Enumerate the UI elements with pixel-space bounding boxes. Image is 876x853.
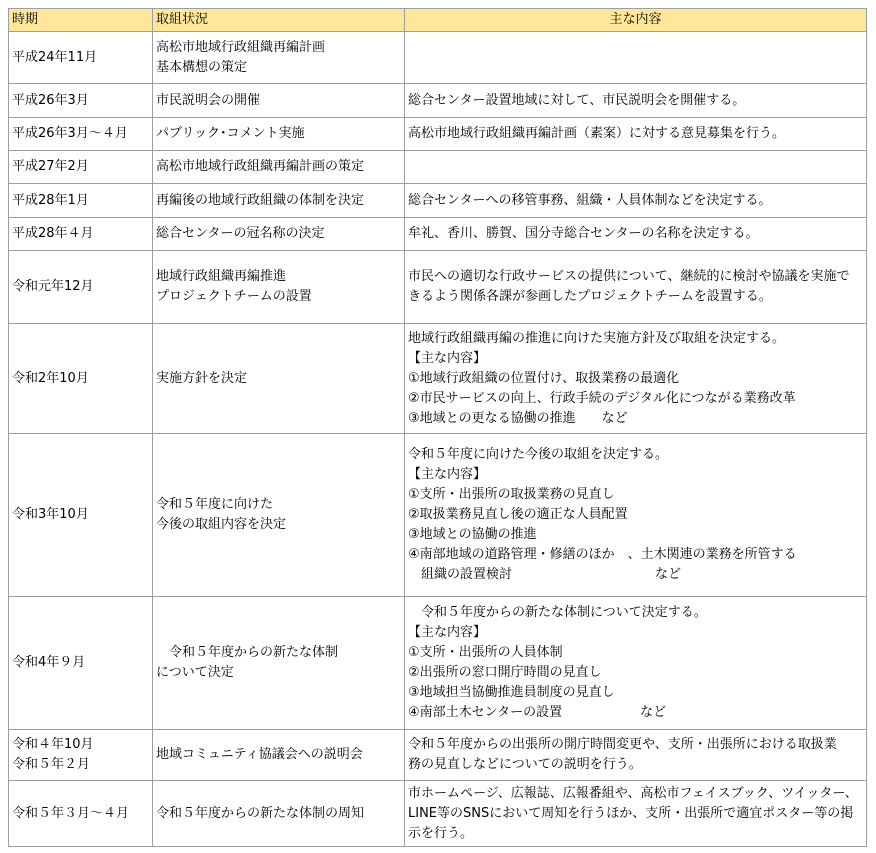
status-line: 令和５年度に向けた — [156, 497, 274, 512]
table-row — [9, 597, 867, 730]
content-line: ①支所・出張所の人員体制 — [408, 645, 563, 660]
status-cell — [153, 218, 405, 251]
table-row — [9, 251, 867, 324]
period-cell — [9, 118, 153, 151]
content-line: LINE等のSNSにおいて周知を行うほか、支所・出張所で適宜ポスター等の掲 — [408, 805, 854, 821]
period-line: 令和2年10月 — [12, 370, 89, 386]
content-cell — [405, 324, 867, 434]
content-line: ②出張所の窓口開庁時間の見直し — [408, 665, 602, 680]
content-line: 総合センター設置地域に対して、市民説明会を開催する。 — [408, 92, 746, 108]
status-line: パブリック･コメント実施 — [156, 126, 305, 141]
status-line: について決定 — [156, 665, 234, 680]
content-cell — [405, 32, 867, 84]
schedule-table — [8, 8, 867, 847]
status-line: プロジェクトチームの設置 — [156, 289, 312, 304]
content-line: ④南部地域の道路管理・修繕のほか 、土木関連の業務を所管する — [408, 547, 797, 562]
period-cell — [9, 84, 153, 118]
table-row — [9, 434, 867, 597]
period-cell — [9, 151, 153, 184]
period-line: 平成26年3月 — [12, 92, 89, 108]
period-cell — [9, 251, 153, 324]
period-cell — [9, 324, 153, 434]
status-cell — [153, 32, 405, 84]
content-line: ②市民サービスの向上、行政手続のデジタル化につながる業務改革 — [408, 390, 796, 406]
content-line: 組織の設置検討 など — [408, 567, 682, 582]
content-cell — [405, 218, 867, 251]
status-line: 総合センターの冠名称の決定 — [156, 226, 325, 241]
table-container — [8, 8, 867, 847]
content-line: 市民への適切な行政サービスの提供について、継続的に検討や協議を実施で — [408, 269, 850, 284]
table-row — [9, 781, 867, 847]
content-line: 【主な内容】 — [408, 625, 487, 640]
table-row — [9, 118, 867, 151]
content-line: 令和５年度に向けた今後の取組を決定する。 — [408, 447, 669, 462]
content-cell — [405, 84, 867, 118]
content-cell — [405, 781, 867, 847]
header-content: 主な内容 — [405, 9, 867, 32]
period-cell — [9, 434, 153, 597]
period-cell — [9, 597, 153, 730]
table-row — [9, 218, 867, 251]
header-period: 時期 — [9, 9, 153, 32]
status-line: 令和５年度からの新たな体制の周知 — [156, 805, 365, 821]
status-line: 基本構想の策定 — [156, 59, 248, 75]
header-row — [9, 9, 867, 32]
header-status: 取組状況 — [153, 9, 405, 32]
content-cell — [405, 118, 867, 151]
status-line: 再編後の地域行政組織の体制を決定 — [156, 192, 365, 208]
status-cell — [153, 118, 405, 151]
content-cell — [405, 597, 867, 730]
status-cell — [153, 251, 405, 324]
content-line: ②取扱業務見直し後の適正な人員配置 — [408, 507, 628, 522]
content-line: ①支所・出張所の取扱業務の見直し — [408, 487, 615, 502]
status-line: 地域コミュニティ協議会への説明会 — [156, 747, 363, 762]
period-line: 令和4年９月 — [12, 655, 86, 670]
period-cell — [9, 32, 153, 84]
content-line: 地域行政組織再編の推進に向けた実施方針及び取組を決定する。 — [408, 330, 786, 346]
status-line: 市民説明会の開催 — [156, 92, 261, 108]
period-line: 令和元年12月 — [12, 279, 94, 294]
period-cell — [9, 730, 153, 781]
table-body — [9, 32, 867, 847]
content-line: 令和５年度からの新たな体制について決定する。 — [408, 605, 707, 620]
table-row — [9, 184, 867, 218]
status-cell — [153, 781, 405, 847]
status-cell — [153, 84, 405, 118]
table-row — [9, 324, 867, 434]
status-line: 令和５年度からの新たな体制 — [156, 645, 339, 660]
content-line: 務の見直しなどについての説明を行う。 — [408, 757, 642, 772]
status-line: 今後の取組内容を決定 — [156, 517, 287, 532]
period-line: 令和５年２月 — [12, 757, 91, 772]
status-line: 実施方針を決定 — [156, 370, 248, 386]
status-cell — [153, 730, 405, 781]
status-cell — [153, 597, 405, 730]
status-line: 地域行政組織再編推進 — [156, 269, 287, 284]
content-line: 牟礼、香川、勝賀、国分寺総合センターの名称を決定する。 — [408, 226, 759, 241]
content-line: ③地域との協働の推進 — [408, 527, 537, 542]
content-line: 市ホームページ、広報誌、広報番組や、高松市フェイスブック、ツイッター、 — [408, 785, 858, 801]
period-cell — [9, 184, 153, 218]
content-cell — [405, 151, 867, 184]
content-line: ④南部土木センターの設置 など — [408, 705, 667, 720]
content-line: 総合センターへの移管事務、組織・人員体制などを決定する。 — [408, 192, 772, 208]
status-cell — [153, 324, 405, 434]
content-line: ①地域行政組織の位置付け、取扱業務の最適化 — [408, 370, 680, 386]
content-cell — [405, 730, 867, 781]
period-line: 令和５年３月～４月 — [12, 805, 130, 821]
table-row — [9, 730, 867, 781]
content-line: 【主な内容】 — [408, 350, 487, 366]
status-cell — [153, 151, 405, 184]
status-line: 高松市地域行政組織再編計画 — [156, 39, 326, 55]
status-cell — [153, 184, 405, 218]
period-cell — [9, 781, 153, 847]
period-line: 令和４年10月 — [12, 737, 94, 752]
content-line: ③地域との更なる協働の推進 など — [408, 410, 628, 426]
period-line: 平成28年４月 — [12, 226, 94, 241]
content-line: 示を行う。 — [408, 825, 474, 841]
content-line: 令和５年度からの出張所の開庁時間変更や、支所・出張所における取扱業 — [408, 737, 837, 752]
period-line: 令和3年10月 — [12, 507, 89, 522]
table-row — [9, 32, 867, 84]
content-cell — [405, 184, 867, 218]
content-line: 高松市地域行政組織再編計画（素案）に対する意見募集を行う。 — [408, 126, 786, 141]
period-line: 平成27年2月 — [12, 159, 89, 174]
content-cell — [405, 251, 867, 324]
period-line: 平成26年3月～４月 — [12, 126, 128, 141]
table-row — [9, 84, 867, 118]
table-row — [9, 151, 867, 184]
period-line: 平成28年1月 — [12, 192, 89, 208]
content-cell — [405, 434, 867, 597]
content-line: きるよう関係各課が参画したプロジェクトチームを設置する。 — [408, 289, 772, 304]
period-line: 平成24年11月 — [12, 49, 98, 65]
period-cell — [9, 218, 153, 251]
content-line: 【主な内容】 — [408, 467, 487, 482]
status-cell — [153, 434, 405, 597]
content-line: ③地域担当協働推進員制度の見直し — [408, 685, 615, 700]
status-line: 高松市地域行政組織再編計画の策定 — [156, 159, 365, 174]
